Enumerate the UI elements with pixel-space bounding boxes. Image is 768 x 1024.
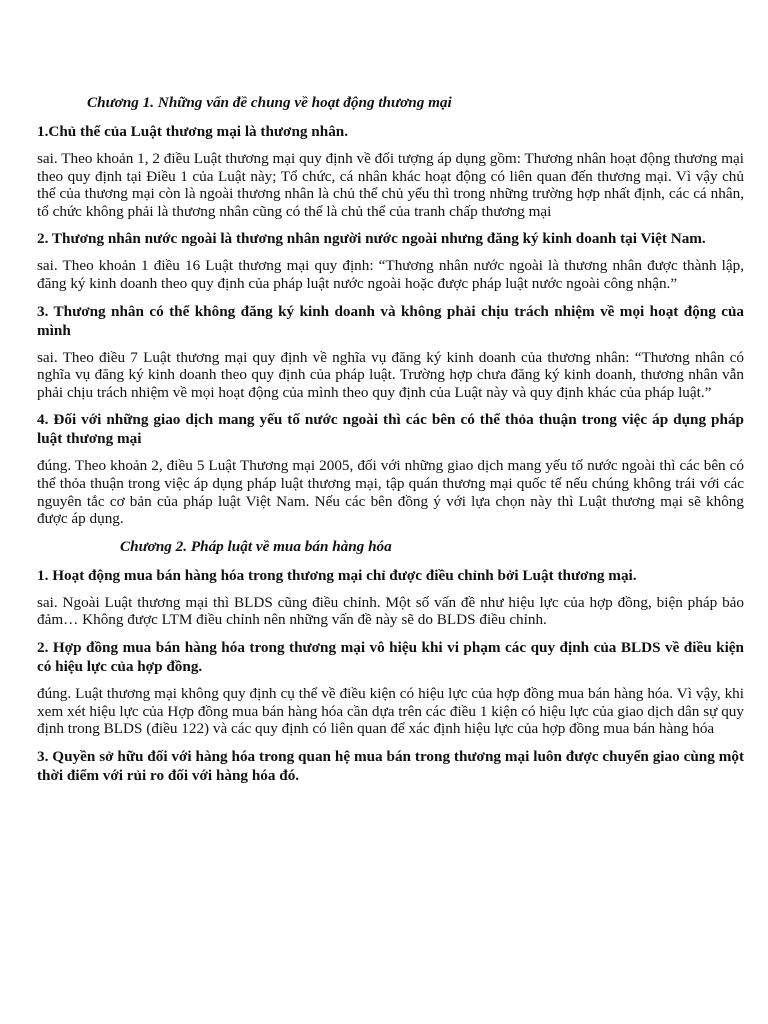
chapter-2-question-2: 2. Hợp đồng mua bán hàng hóa trong thương mại vô hiệu khi vi phạm các quy định của BLDS về điều kiện có hiệu lực của hợp đồng. [37,638,744,675]
chapter-1-answer-3: sai. Theo điều 7 Luật thương mại quy định về nghĩa vụ đăng ký kinh doanh của thương nhân: “Thương nhân có nghĩa vụ đăng ký kinh doanh theo quy định của pháp luật. Trường hợp chưa đăng ký kinh doanh, thương nhân vẫn phải chịu trách nhiệm về mọi hoạt động của mình theo quy định của Luật này và quy định khác của pháp luật.” [37,348,744,401]
chapter-1-answer-4: đúng. Theo khoản 2, điều 5 Luật Thương mại 2005, đối với những giao dịch mang yếu tố nước ngoài thì các bên có thể thỏa thuận trong việc áp dụng pháp luật thương mại, tập quán thương mại quốc tế nếu chúng không trái với các nguyên tắc cơ bản của pháp luật Việt Nam. Nếu các bên đồng ý với lựa chọn này thì Luật thương mại sẽ không được áp dụng. [37,457,744,528]
chapter-2-question-3: 3. Quyền sở hữu đối với hàng hóa trong quan hệ mua bán trong thương mại luôn được chuyển giao cùng một thời điểm với rủi ro đối với hàng hóa đó. [37,747,744,784]
chapter-2-answer-1: sai. Ngoài Luật thương mại thì BLDS cũng điều chỉnh. Một số vấn đề như hiệu lực của hợp đồng, biện pháp bảo đảm… Không được LTM điều chỉnh nên những vấn đề này sẽ do BLDS điều chỉnh. [37,593,744,629]
chapter-1-question-3: 3. Thương nhân có thể không đăng ký kinh doanh và không phải chịu trách nhiệm về mọi hoạt động của mình [37,302,744,339]
chapter-1-question-1: 1.Chủ thể của Luật thương mại là thương nhân. [37,123,349,140]
chapter-1-answer-2: sai. Theo khoản 1 điều 16 Luật thương mại quy định: “Thương nhân nước ngoài là thương nhân được thành lập, đăng ký kinh doanh theo quy định của pháp luật nước ngoài hoặc được pháp luật nước ngoài công nhận.” [37,257,744,292]
chapter-1-title: Chương 1. Những vấn đề chung về hoạt động thương mại [87,94,452,111]
chapter-2-question-1: 1. Hoạt động mua bán hàng hóa trong thương mại chỉ được điều chỉnh bởi Luật thương mại. [37,566,637,584]
chapter-2-answer-2: đúng. Luật thương mại không quy định cụ thể về điều kiện có hiệu lực của hợp đồng mua bán hàng hóa. Vì vậy, khi xem xét hiệu lực của Hợp đồng mua bán hàng hóa cần dựa trên các điều 1 kiện có hiệu lực của giao dịch dân sự quy định trong BLDS (điều 122) và các quy định có liên quan để xác định hiệu lực của hợp đồng mua bán hàng hóa [37,684,744,738]
chapter-1-question-4: 4. Đối với những giao dịch mang yếu tố nước ngoài thì các bên có thể thỏa thuận trong việc áp dụng pháp luật thương mại [37,411,744,448]
chapter-1-question-2: 2. Thương nhân nước ngoài là thương nhân người nước ngoài nhưng đăng ký kinh doanh tại Việt Nam. [37,230,706,248]
chapter-1-answer-1: sai. Theo khoản 1, 2 điều Luật thương mại quy định về đối tượng áp dụng gồm: Thương nhân hoạt động thương mại theo quy định tại Điều 1 của Luật này; Tổ chức, cá nhân khác hoạt động có liên quan đến thương mại. Vì vậy chủ thể của thương mại còn là ngoài thương nhân là chủ thể chủ yếu thì trong những trường hợp nhất định, các cá nhân, tổ chức không phải là thương nhân cũng có thể là chủ thể của tranh chấp thương mại [37,150,744,220]
chapter-2-title: Chương 2. Pháp luật về mua bán hàng hóa [120,537,392,555]
